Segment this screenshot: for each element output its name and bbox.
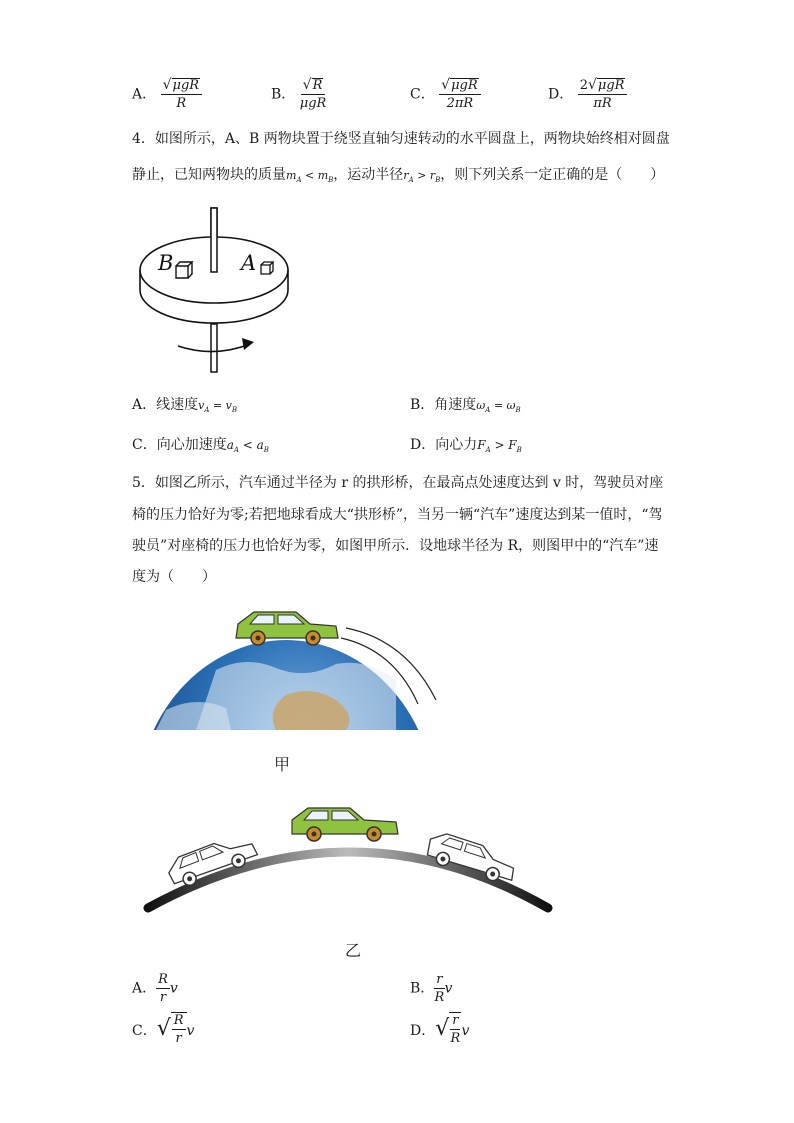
q3-option-d: D． 2 √ μgR πR (548, 78, 627, 111)
green-car-yi (292, 808, 398, 841)
q5-option-b: B． $\frac{r}{R}$ v (410, 972, 453, 1005)
caption-yi: 乙 (345, 941, 362, 960)
q4-option-d: D．向心力$F_A > F_B$ (410, 437, 522, 454)
q4-option-c: C．向心加速度$a_A < a_B$ (132, 437, 269, 454)
label-a: A (241, 251, 257, 275)
arch-bridge-figure (140, 790, 560, 920)
rotating-disk-figure (130, 200, 310, 378)
white-car-right (424, 830, 519, 888)
q3-option-b: B． √ R μgR (271, 77, 327, 111)
q5-stem-line1: 5．如图乙所示，汽车通过半径为 r 的拱形桥，在最高点处速度达到 v 时，驾驶员对座 (132, 475, 664, 491)
q5-option-a: A． $\frac{R}{r}$ v (132, 972, 178, 1005)
q4-stem-line2: 静止，已知两物块的质量$m_A < m_B$，运动半径$r_A > r_B$，则下列关系一定正确的是（ ） (132, 167, 665, 184)
caption-jia: 甲 (274, 755, 291, 774)
q5-stem-line2: 椅的压力恰好为零;若把地球看成大“拱形桥”，当另一辆“汽车”速度达到某一值时，“驾 (132, 507, 663, 523)
q3-option-c: C． √ μgR 2πR (410, 78, 481, 111)
q4-option-b: B．角速度$\omega_A = \omega_B$ (410, 397, 521, 414)
label-b: B (158, 251, 174, 275)
q5-option-c: C． √ $\frac{R}{r}$ v (132, 1013, 195, 1046)
q5-stem-line3: 驶员”对座椅的压力也恰好为零，如图甲所示．设地球半径为 R，则图甲中的“汽车”速 (132, 538, 659, 554)
q5-option-d: D． √ $\frac{r}{R}$ v (410, 1013, 470, 1046)
q5-stem-line4: 度为（ ） (132, 569, 216, 585)
q3-option-a: A． √ μgR R (132, 78, 202, 111)
earth-car-figure (136, 600, 446, 732)
q4-option-a: A．线速度$v_A = v_B$ (132, 397, 237, 414)
q4-stem-line1: 4．如图所示，A、B 两物块置于绕竖直轴匀速转动的水平圆盘上，两物块始终相对圆盘 (132, 131, 670, 147)
